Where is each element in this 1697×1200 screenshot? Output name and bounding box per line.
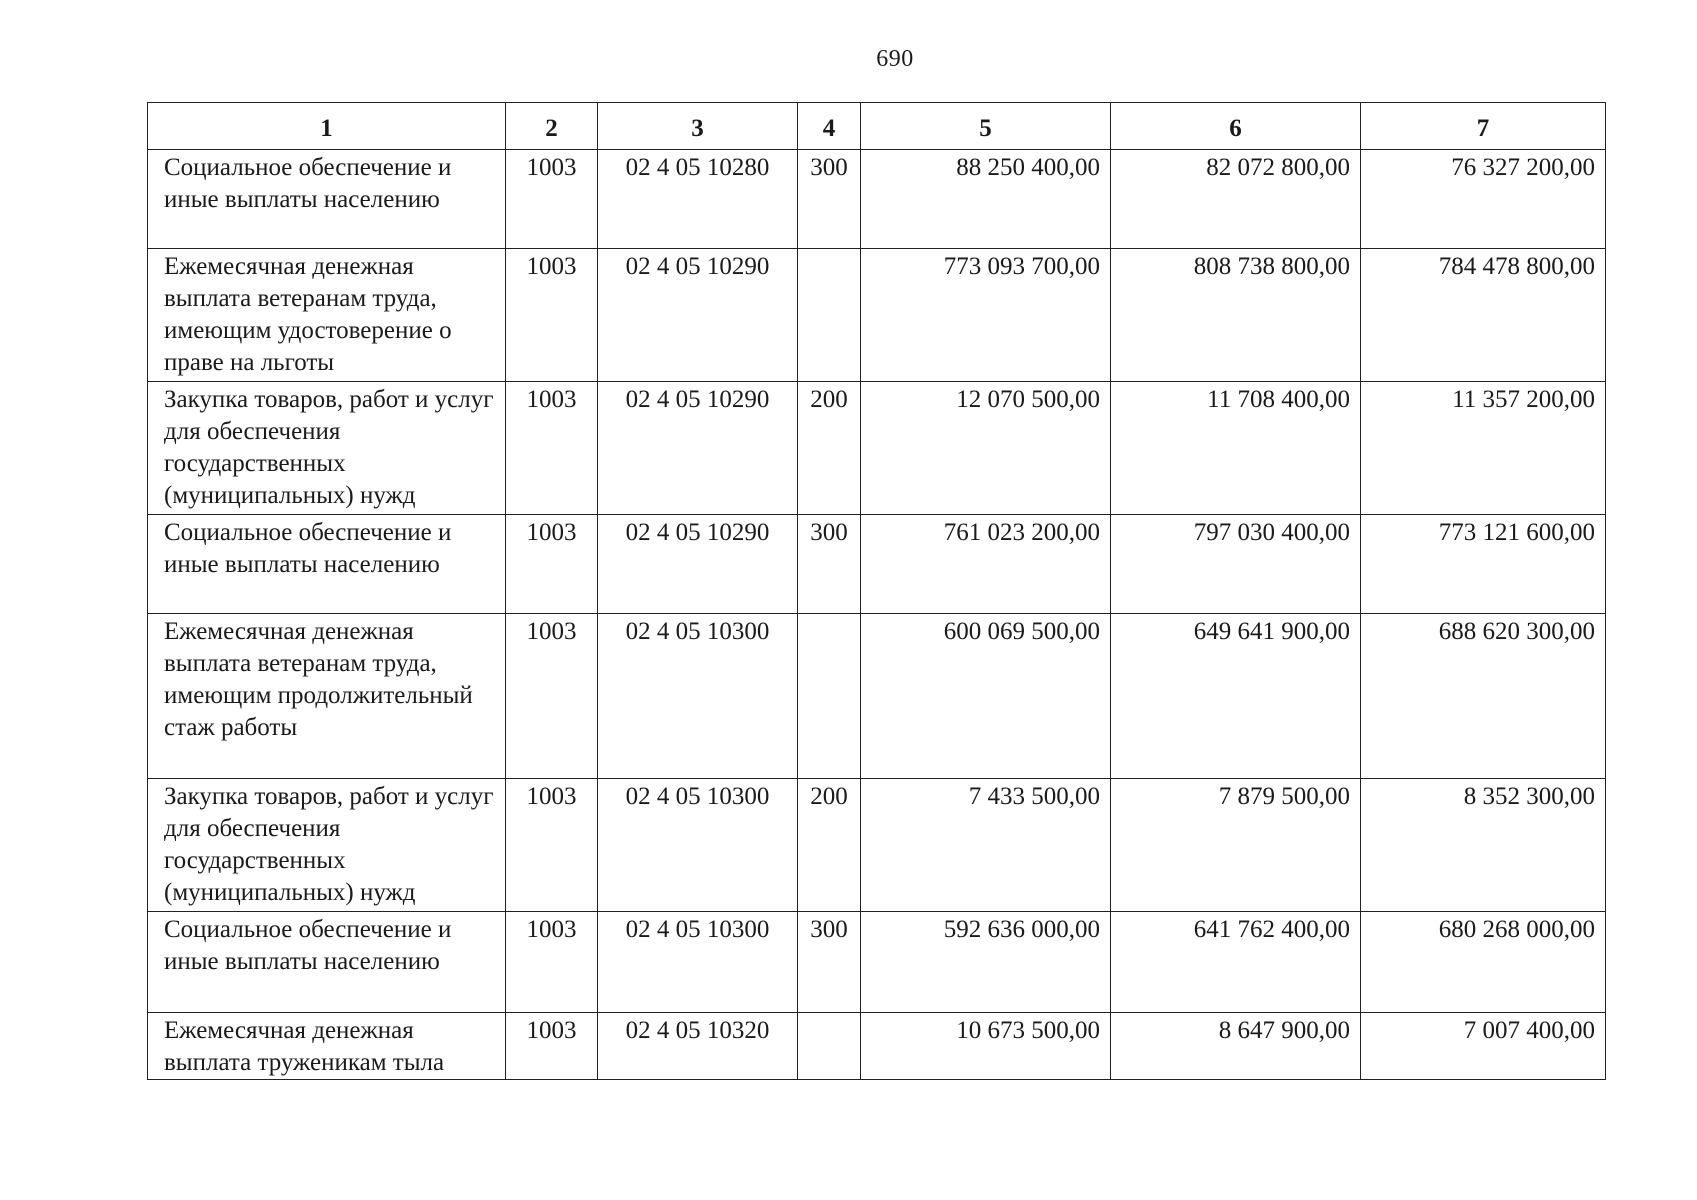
row-name: Ежемесячная денежная выплата труженикам тыла (148, 1013, 506, 1080)
row-value-5: 773 093 700,00 (861, 249, 1111, 382)
row-code: 02 4 05 10290 (598, 382, 798, 515)
row-value-7: 11 357 200,00 (1361, 382, 1606, 515)
row-name: Социальное обеспечение и иные выплаты населению (148, 150, 506, 249)
row-value-5: 761 023 200,00 (861, 515, 1111, 614)
row-value-7: 8 352 300,00 (1361, 779, 1606, 912)
table-row (148, 150, 1606, 249)
row-type: 200 (798, 779, 861, 912)
row-name: Закупка товаров, работ и услуг для обеспечения государственных (муниципальных) нужд (148, 382, 506, 515)
row-type: 200 (798, 382, 861, 515)
table-row (148, 1013, 1606, 1080)
row-value-7: 7 007 400,00 (1361, 1013, 1606, 1080)
header-col-1: 1 (148, 103, 506, 150)
row-value-5: 592 636 000,00 (861, 912, 1111, 1013)
page-number: 690 (876, 46, 914, 72)
table-row (148, 614, 1606, 779)
row-type (798, 249, 861, 382)
row-type: 300 (798, 912, 861, 1013)
row-code: 02 4 05 10280 (598, 150, 798, 249)
row-value-6: 797 030 400,00 (1111, 515, 1361, 614)
row-code: 02 4 05 10290 (598, 249, 798, 382)
row-code: 02 4 05 10300 (598, 912, 798, 1013)
row-value-7: 784 478 800,00 (1361, 249, 1606, 382)
header-row (148, 103, 1606, 150)
row-value-6: 641 762 400,00 (1111, 912, 1361, 1013)
row-value-6: 8 647 900,00 (1111, 1013, 1361, 1080)
row-name: Ежемесячная денежная выплата ветеранам труда, имеющим продолжительный стаж работы (148, 614, 506, 779)
row-section: 1003 (506, 515, 598, 614)
row-value-5: 7 433 500,00 (861, 779, 1111, 912)
row-value-7: 773 121 600,00 (1361, 515, 1606, 614)
row-value-6: 7 879 500,00 (1111, 779, 1361, 912)
row-value-7: 680 268 000,00 (1361, 912, 1606, 1013)
row-section: 1003 (506, 779, 598, 912)
row-code: 02 4 05 10300 (598, 614, 798, 779)
row-value-5: 600 069 500,00 (861, 614, 1111, 779)
row-value-6: 808 738 800,00 (1111, 249, 1361, 382)
row-type: 300 (798, 150, 861, 249)
row-name: Закупка товаров, работ и услуг для обеспечения государственных (муниципальных) нужд (148, 779, 506, 912)
row-value-6: 11 708 400,00 (1111, 382, 1361, 515)
row-section: 1003 (506, 150, 598, 249)
row-code: 02 4 05 10290 (598, 515, 798, 614)
budget-table (147, 102, 1606, 1080)
row-name: Социальное обеспечение и иные выплаты населению (148, 515, 506, 614)
row-value-5: 12 070 500,00 (861, 382, 1111, 515)
row-section: 1003 (506, 912, 598, 1013)
row-value-5: 88 250 400,00 (861, 150, 1111, 249)
row-code: 02 4 05 10320 (598, 1013, 798, 1080)
row-name: Социальное обеспечение и иные выплаты населению (148, 912, 506, 1013)
row-value-6: 649 641 900,00 (1111, 614, 1361, 779)
table-row (148, 515, 1606, 614)
header-col-2: 2 (506, 103, 598, 150)
row-value-7: 76 327 200,00 (1361, 150, 1606, 249)
table-row (148, 912, 1606, 1013)
table-row (148, 249, 1606, 382)
table-row (148, 779, 1606, 912)
header-col-6: 6 (1111, 103, 1361, 150)
row-type (798, 1013, 861, 1080)
row-section: 1003 (506, 614, 598, 779)
row-value-7: 688 620 300,00 (1361, 614, 1606, 779)
row-code: 02 4 05 10300 (598, 779, 798, 912)
table-row (148, 382, 1606, 515)
row-section: 1003 (506, 249, 598, 382)
row-section: 1003 (506, 1013, 598, 1080)
row-value-6: 82 072 800,00 (1111, 150, 1361, 249)
row-type: 300 (798, 515, 861, 614)
header-col-5: 5 (861, 103, 1111, 150)
header-col-7: 7 (1361, 103, 1606, 150)
row-section: 1003 (506, 382, 598, 515)
header-col-3: 3 (598, 103, 798, 150)
row-value-5: 10 673 500,00 (861, 1013, 1111, 1080)
row-name: Ежемесячная денежная выплата ветеранам труда, имеющим удостоверение о праве на льготы (148, 249, 506, 382)
row-type (798, 614, 861, 779)
header-col-4: 4 (798, 103, 861, 150)
